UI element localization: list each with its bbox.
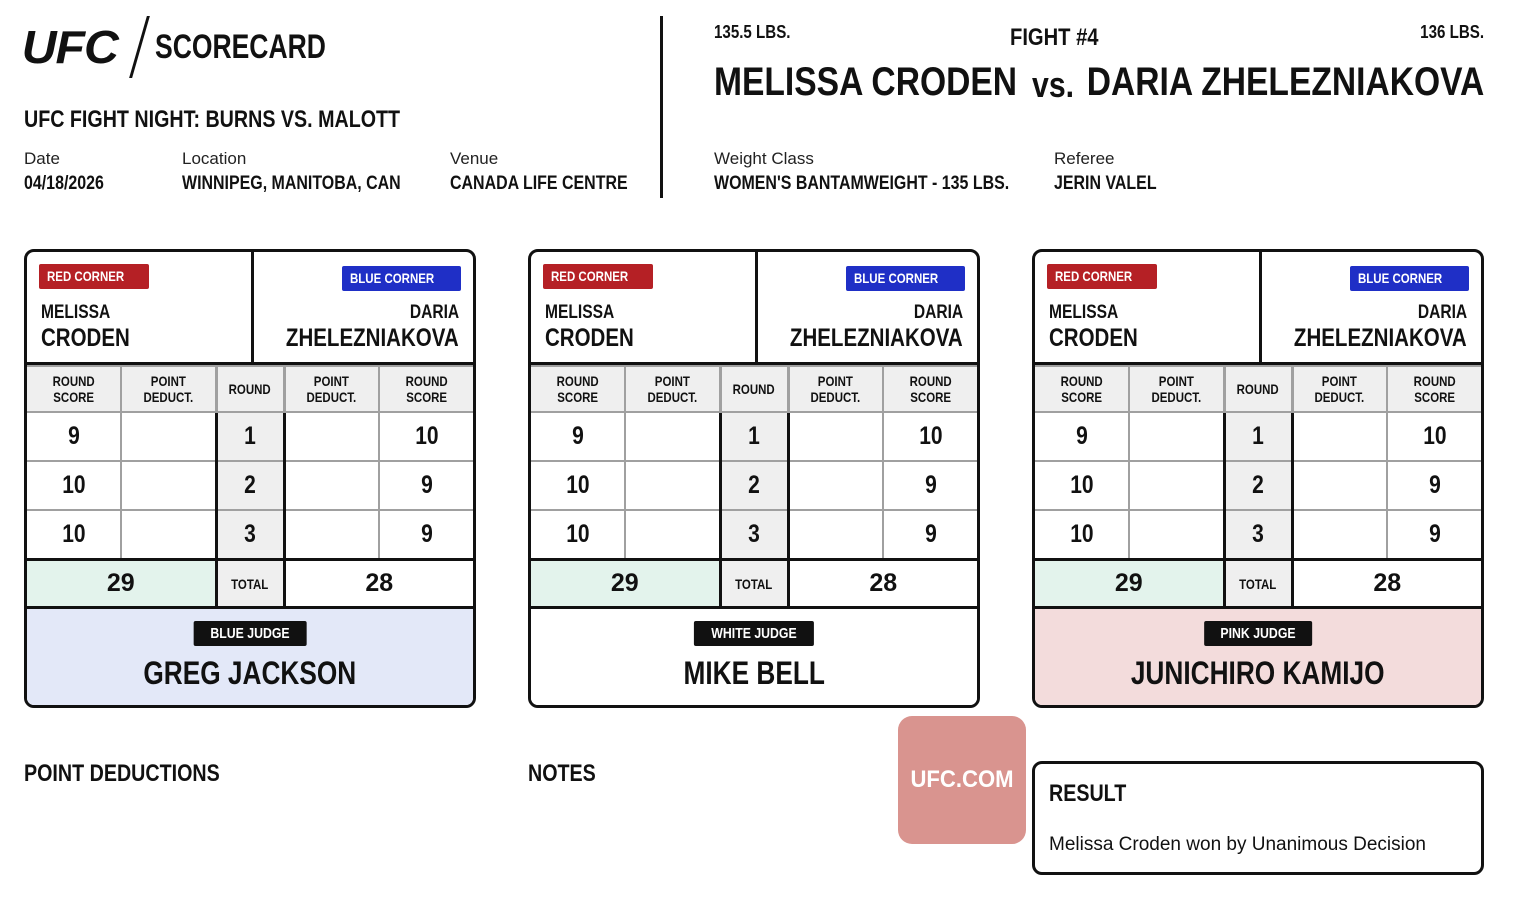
fight-number: FIGHT #4 [1010,24,1099,51]
red-point-deduction [1129,412,1224,461]
judge-badge: PINK JUDGE [1204,621,1312,646]
corner-divider [1259,252,1262,365]
col-header-round-score: ROUND SCORE [883,366,977,412]
total-label: TOTAL [216,559,284,608]
total-label: TOTAL [720,559,788,608]
judge-scorecard [1032,249,1484,708]
blue-fighter-name: DARIA ZHELEZNIAKOVA [1086,60,1484,104]
red-fighter-first-name: MELISSA [1049,302,1119,323]
weight-class-label: Weight Class [714,149,814,168]
col-header-round-score: ROUND SCORE [27,366,121,412]
round-row [27,510,473,559]
judge-area [1035,606,1481,705]
header-divider [660,16,663,198]
round-number: 1 [1224,412,1292,461]
corner-divider [755,252,758,365]
red-point-deduction [121,461,216,510]
red-fighter-first-name: MELISSA [41,302,111,323]
red-round-score: 9 [1035,412,1129,461]
blue-point-deduction [1292,510,1387,559]
round-number: 1 [216,412,284,461]
col-header-round: ROUND [1224,366,1292,412]
judge-scorecard [24,249,476,708]
red-point-deduction [121,510,216,559]
round-number: 2 [216,461,284,510]
blue-point-deduction [284,461,379,510]
red-round-score: 10 [27,510,121,559]
result-box [1032,761,1484,875]
round-row [27,461,473,510]
point-deductions-title: POINT DEDUCTIONS [24,760,220,787]
judge-area [27,606,473,705]
round-number: 1 [720,412,788,461]
round-row [1035,461,1481,510]
judge-area [531,606,977,705]
red-fighter-last-name: CRODEN [1049,324,1138,352]
blue-point-deduction [284,412,379,461]
red-corner-badge: RED CORNER [543,264,653,289]
red-round-score: 10 [27,461,121,510]
score-table-header [27,366,473,412]
red-round-score: 10 [1035,461,1129,510]
blue-corner-badge: BLUE CORNER [1350,266,1469,291]
red-round-score: 9 [27,412,121,461]
blue-corner-badge: BLUE CORNER [342,266,461,291]
blue-point-deduction [284,510,379,559]
blue-round-score: 10 [379,412,473,461]
col-header-round-score: ROUND SCORE [379,366,473,412]
result-title: RESULT [1049,780,1127,807]
red-point-deduction [625,510,720,559]
total-row [1035,559,1481,608]
venue-value: CANADA LIFE CENTRE [450,173,628,194]
score-table-header [531,366,977,412]
blue-fighter-first-name: DARIA [1417,302,1467,323]
red-round-score: 10 [1035,510,1129,559]
watermark-text: UFC.COM [910,766,1014,793]
blue-fighter-last-name: ZHELEZNIAKOVA [286,324,459,352]
blue-round-score: 9 [379,510,473,559]
red-fighter-first-name: MELISSA [545,302,615,323]
red-point-deduction [1129,510,1224,559]
notes-title: NOTES [528,760,596,787]
result-text: Melissa Croden won by Unanimous Decision [1049,834,1427,855]
col-header-point-deduct: POINT DEDUCT. [788,366,883,412]
red-corner-badge: RED CORNER [1047,264,1157,289]
blue-point-deduction [788,412,883,461]
red-point-deduction [625,461,720,510]
red-fighter-last-name: CRODEN [545,324,634,352]
round-number: 3 [720,510,788,559]
judge-name: MIKE BELL [683,655,825,691]
blue-point-deduction [788,510,883,559]
col-header-point-deduct: POINT DEDUCT. [284,366,379,412]
blue-corner-badge: BLUE CORNER [846,266,965,291]
blue-point-deduction [1292,412,1387,461]
venue-label: Venue [450,149,499,168]
location-label: Location [182,149,247,168]
score-table [27,365,473,609]
red-fighter-weight: 135.5 LBS. [714,22,791,42]
red-total-score: 29 [27,559,216,608]
col-header-round-score: ROUND SCORE [1387,366,1481,412]
red-total-score: 29 [1035,559,1224,608]
ufc-scorecard-logo [21,18,374,76]
col-header-round: ROUND [720,366,788,412]
corner-divider [251,252,254,365]
blue-total-score: 28 [1292,559,1481,608]
judge-scorecard [528,249,980,708]
round-number: 3 [216,510,284,559]
blue-round-score: 10 [1387,412,1481,461]
judge-badge: WHITE JUDGE [694,621,814,646]
blue-point-deduction [1292,461,1387,510]
blue-round-score: 9 [379,461,473,510]
date-label: Date [24,149,60,168]
red-round-score: 10 [531,461,625,510]
round-row [531,461,977,510]
round-row [1035,412,1481,461]
blue-round-score: 9 [883,461,977,510]
col-header-round-score: ROUND SCORE [531,366,625,412]
col-header-round-score: ROUND SCORE [1035,366,1129,412]
blue-point-deduction [788,461,883,510]
corner-names [1035,252,1481,365]
round-number: 2 [720,461,788,510]
red-point-deduction [625,412,720,461]
round-number: 3 [1224,510,1292,559]
scorecard-title: SCORECARD [154,27,326,66]
col-header-point-deduct: POINT DEDUCT. [1292,366,1387,412]
blue-total-score: 28 [788,559,977,608]
red-fighter-name: MELISSA CRODEN [714,60,1018,104]
red-total-score: 29 [531,559,720,608]
referee-value: JERIN VALEL [1054,173,1157,194]
corner-names [531,252,977,365]
judge-badge: BLUE JUDGE [194,621,307,646]
versus-label: vs. [1032,64,1075,105]
red-corner-badge: RED CORNER [39,264,149,289]
blue-round-score: 9 [883,510,977,559]
round-row [531,510,977,559]
col-header-point-deduct: POINT DEDUCT. [1129,366,1224,412]
blue-total-score: 28 [284,559,473,608]
ufc-logo: UFC [21,21,118,73]
red-point-deduction [121,412,216,461]
total-row [531,559,977,608]
total-row [27,559,473,608]
logo-divider [129,16,150,78]
weight-class-value: WOMEN'S BANTAMWEIGHT - 135 LBS. [714,173,1010,194]
blue-fighter-weight: 136 LBS. [1420,22,1484,42]
red-fighter-last-name: CRODEN [41,324,130,352]
blue-round-score: 9 [1387,461,1481,510]
blue-fighter-last-name: ZHELEZNIAKOVA [790,324,963,352]
corner-names [27,252,473,365]
blue-fighter-first-name: DARIA [409,302,459,323]
round-number: 2 [1224,461,1292,510]
blue-fighter-last-name: ZHELEZNIAKOVA [1294,324,1467,352]
blue-fighter-first-name: DARIA [913,302,963,323]
round-row [1035,510,1481,559]
col-header-round: ROUND [216,366,284,412]
ufc-com-watermark [898,716,1026,844]
event-name: UFC FIGHT NIGHT: BURNS VS. MALOTT [24,106,401,133]
date-value: 04/18/2026 [24,173,104,194]
blue-round-score: 10 [883,412,977,461]
red-round-score: 10 [531,510,625,559]
col-header-point-deduct: POINT DEDUCT. [121,366,216,412]
score-table-header [1035,366,1481,412]
score-table [1035,365,1481,609]
total-label: TOTAL [1224,559,1292,608]
judge-name: GREG JACKSON [143,655,357,691]
red-round-score: 9 [531,412,625,461]
judge-name: JUNICHIRO KAMIJO [1131,655,1385,691]
blue-round-score: 9 [1387,510,1481,559]
red-point-deduction [1129,461,1224,510]
round-row [27,412,473,461]
col-header-point-deduct: POINT DEDUCT. [625,366,720,412]
round-row [531,412,977,461]
score-table [531,365,977,609]
referee-label: Referee [1054,149,1115,168]
location-value: WINNIPEG, MANITOBA, CAN [182,173,401,194]
